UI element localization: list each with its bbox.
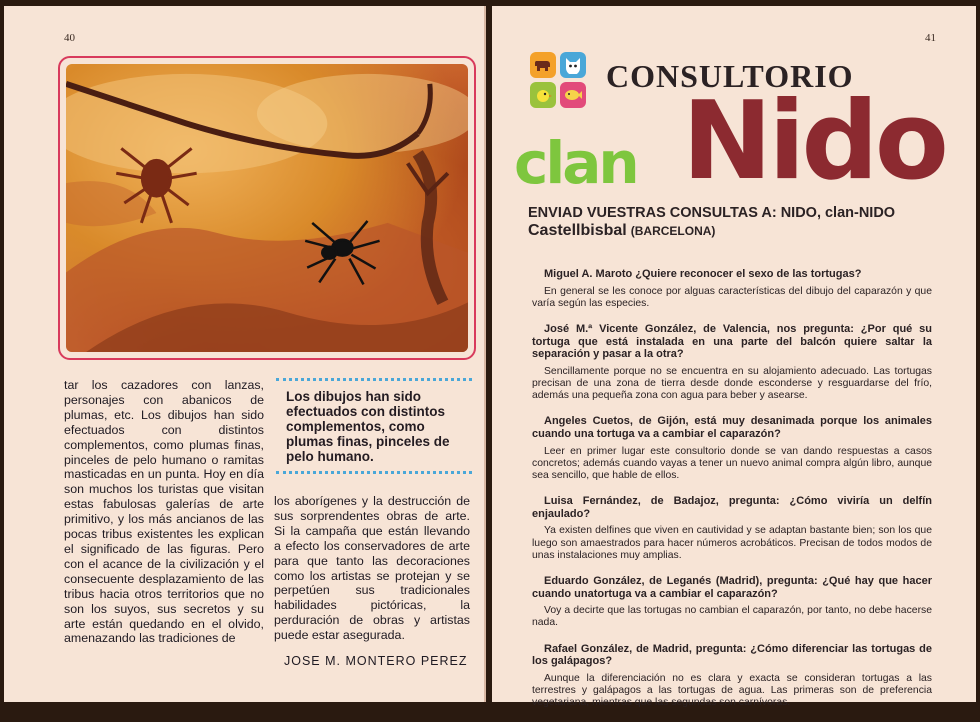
page-number-left: 40	[64, 32, 75, 44]
fish-icon	[560, 82, 586, 108]
answer-6: Aunque la diferenciación no es clara y exacta se consideran tortugas a las terrestres y galápagos a las tortugas de agua. Las primeras son de preferencia vegetariana, mientras que las segundas son carnívoras.	[532, 672, 932, 709]
bird-icon	[530, 82, 556, 108]
pull-quote: Los dibujos han sido efectuados con distintos complementos, como plumas finas, pinceles de pelo humano.	[276, 378, 472, 474]
send-address	[528, 204, 895, 240]
question-6: Rafael González, de Madrid, pregunta: ¿Cómo diferenciar las tortugas de los galápagos?	[532, 642, 932, 668]
send-address-city: Castellbisbal	[528, 222, 627, 239]
article-text-col1: tar los cazadores con lanzas, personajes con abanicos de plumas, etc. Los dibujos han sido efectuados con distintos complementos, como plumas finas, pinceles de pelo humano o ramitas masticadas en un punta. Hoy en día son muchos los turistas que visitan estas fabulosas galerías de arte primitivo, y los más ancianos de las pocas tribus existentes les explican el significado de las figuras. Pero con el acance de la civilización y el consecuente desplazamiento de las tribus hacia otros territorios que no son los suyos, sus secretos y su arte están quedando en el olvido, amenazando las tradiciones de	[64, 378, 264, 646]
answer-3: Leer en primer lugar este consultorio donde se van dando respuestas a casos concretos; además cuando vayas a tener un nuevo animal compra algún libro, aunque sea sencillo, que hable de ellos.	[532, 445, 932, 481]
consultorio-heading: CONSULTORIO	[606, 58, 854, 94]
send-address-line1: ENVIAD VUESTRAS CONSULTAS A: NIDO, clan-NIDO	[528, 205, 896, 221]
left-page	[4, 6, 486, 702]
answer-2: Sencillamente porque no se encuentra en su alojamiento adecuado. Las tortugas precisan de una zona de tierra desde donde esconderse y resguardarse del frío, además una pequeña zona con agua para beber y asearse.	[532, 365, 932, 402]
question-3: Angeles Cuetos, de Gijón, está muy desanimada porque los animales cuando una tortuga va a cambiar el caparazón?	[532, 415, 932, 440]
cat-icon	[560, 52, 586, 78]
page-number-right: 41	[925, 32, 936, 44]
qa-list	[532, 268, 932, 722]
question-1: Miguel A. Maroto ¿Quiere reconocer el sexo de las tortugas?	[544, 268, 862, 280]
animal-icons-grid	[530, 52, 586, 108]
cave-painting-photo-frame	[58, 56, 476, 360]
question-4: Luisa Fernández, de Badajoz, pregunta: ¿Cómo viviría un delfín enjaulado?	[532, 495, 932, 520]
question-5: Eduardo González, de Leganés (Madrid), pregunta: ¿Qué hay que hacer cuando unatortuga va a cambiar el caparazón?	[532, 574, 932, 600]
elephant-icon	[530, 52, 556, 78]
article-column-1	[64, 378, 264, 646]
answer-5: Voy a decirte que las tortugas no cambian el caparazón, por tanto, no debe hacerse nada.	[532, 605, 932, 629]
right-page	[492, 6, 976, 709]
send-address-line2	[528, 222, 895, 240]
cave-art-illustration	[66, 64, 468, 352]
article-column-2	[274, 494, 470, 643]
cave-painting-photo	[66, 64, 468, 352]
article-text-col2: los aborígenes y la destrucción de sus sorprendentes obras de arte. Si la campaña que están llevando a efecto los conservadores de arte para que tanto las decoraciones como los artistas se protejan y se perpetúen sus tradicionales habilidades pictóricas, la perduración de obras y artistas puede estar asegurada.	[274, 494, 470, 643]
article-author: JOSE M. MONTERO PEREZ	[284, 654, 468, 668]
answer-1: En general se les conoce por alguas características del dibujo del caparazón y que varía según las especies.	[532, 285, 932, 309]
clan-logo-text: clan	[514, 129, 637, 197]
nido-logo-text: Nido	[682, 79, 945, 204]
send-address-region: (BARCELONA)	[630, 224, 716, 238]
question-2: José M.ª Vicente González, de Valencia, nos pregunta: ¿Por qué su tortuga que está instalada en una parte del balcón quiere saltar la separación y pasar a la otra?	[532, 323, 932, 361]
answer-4: Ya existen delfines que viven en cautividad y se adaptan bastante bien; son los que luego son amaestrados para hacer números acrobáticos. Precisan de todos modos de unas instalaciones muy amplias.	[532, 525, 932, 561]
